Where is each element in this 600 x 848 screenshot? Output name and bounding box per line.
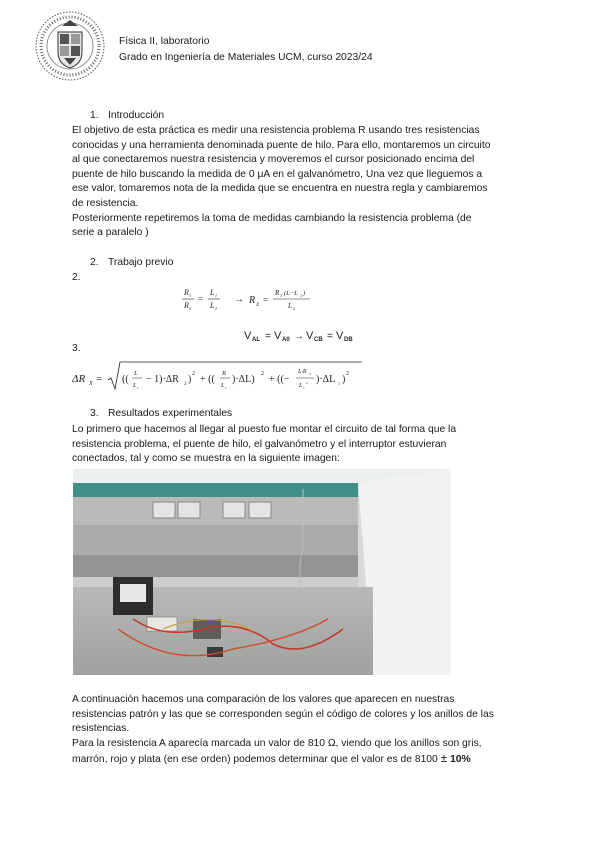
resistance-a-text: marrón, rojo y plata (en ese orden) podemos determinar que el valor es de 8100 [72, 754, 441, 766]
university-seal-logo [34, 10, 106, 82]
svg-text:V: V [244, 330, 252, 342]
header-degree-line: Grado en Ingeniería de Materiales UCM, curso 2023/24 [119, 52, 373, 63]
text-line: Lo primero que hacemos al llegar al puesto fue montar el circuito de tal forma que la [72, 424, 457, 435]
svg-text:R: R [184, 288, 189, 297]
svg-text:V: V [336, 330, 344, 342]
svg-text:L: L [134, 370, 138, 377]
svg-text:R: R [222, 370, 226, 377]
section-title: Resultados experimentales [108, 408, 233, 419]
svg-text:2: 2 [215, 306, 217, 311]
svg-text:): ) [303, 290, 306, 297]
svg-text:− 1)·ΔR: − 1)·ΔR [146, 374, 179, 385]
section-number: 1. [90, 110, 99, 121]
svg-text:1: 1 [137, 386, 139, 390]
svg-text:1: 1 [215, 293, 217, 298]
svg-text:L: L [133, 382, 137, 389]
svg-text:)·ΔL): )·ΔL) [232, 374, 255, 385]
item-3-label: 3. [72, 343, 81, 354]
resultados-paragraph [72, 423, 532, 467]
svg-text:2: 2 [293, 306, 295, 311]
svg-text:R: R [275, 289, 280, 297]
svg-text:→: → [294, 331, 304, 342]
svg-text:=: = [263, 295, 269, 305]
svg-text:L: L [210, 301, 215, 310]
svg-text:CB: CB [314, 337, 323, 343]
comparison-paragraph [72, 693, 532, 768]
svg-text:X: X [256, 303, 260, 308]
svg-text:((: (( [122, 374, 129, 385]
section-title: Trabajo previo [108, 257, 174, 268]
error-propagation-equation [72, 358, 372, 392]
section-trabajo-previo-heading [90, 257, 173, 268]
intro-paragraph [72, 124, 532, 241]
text-line: resistencias. [72, 723, 130, 735]
bridge-ratio-equation [180, 284, 330, 314]
svg-text:2: 2 [261, 371, 264, 377]
svg-text:A0: A0 [282, 337, 290, 343]
tolerance-value: 10% [447, 754, 471, 766]
voltage-relation-equation [244, 327, 364, 343]
svg-text:V: V [306, 330, 314, 342]
svg-text:)·ΔL: )·ΔL [316, 374, 336, 385]
svg-text:+ ((: + (( [200, 374, 215, 385]
section-introduccion-heading [90, 110, 164, 121]
svg-text:=: = [265, 331, 271, 342]
section-number: 3. [90, 408, 99, 419]
svg-text:+ ((−: + ((− [269, 374, 290, 385]
text-line: ese valor, tomaremos nota de la medida que se encuentra en nuestra regla y cambiaremos [72, 183, 488, 195]
svg-text:=: = [198, 294, 204, 304]
text-line: conectados, tal y como se muestra en la siguiente imagen: [72, 453, 340, 465]
svg-text:=: = [327, 331, 333, 342]
svg-text:X: X [89, 381, 93, 387]
svg-text:3: 3 [184, 382, 187, 387]
text-line: A continuación hacemos una comparación de los valores que aparecen en nuestras [72, 694, 455, 705]
svg-text:L: L [221, 382, 225, 389]
text-line: serie a paralelo ) [72, 227, 149, 239]
section-title: Introducción [108, 110, 165, 121]
svg-text:AL: AL [252, 337, 260, 343]
svg-text:R: R [184, 301, 189, 310]
text-line: conocidas y una herramienta denominada puente de hilo. Para ello, montaremos un circuito [72, 139, 491, 151]
svg-text:x: x [189, 306, 191, 311]
lab-setup-photo [73, 469, 451, 675]
svg-text:3: 3 [280, 293, 282, 298]
section-number: 2. [90, 257, 99, 268]
svg-text:L: L [210, 288, 215, 297]
svg-text:1: 1 [338, 381, 340, 386]
svg-text:L: L [299, 382, 303, 389]
text-line: al que conectaremos nuestra resistencia y moveremos el cursor posicionado encima del [72, 154, 475, 166]
svg-text:=: = [96, 373, 103, 385]
svg-text:3: 3 [309, 372, 311, 376]
svg-text:DB: DB [344, 337, 353, 343]
svg-text:1: 1 [300, 293, 302, 298]
svg-text:1: 1 [303, 386, 305, 390]
resistance-a-line [72, 751, 532, 768]
svg-text:2: 2 [306, 381, 308, 385]
text-line: El objetivo de esta práctica es medir una resistencia problema R usando tres resistencias [72, 125, 480, 136]
svg-text:2: 2 [192, 371, 195, 377]
svg-text:(L−L: (L−L [284, 290, 298, 297]
svg-text:V: V [274, 330, 282, 342]
svg-text:L: L [288, 302, 292, 310]
resistance-a-line: Para la resistencia A aparecía marcada un valor de 810 Ω, viendo que los anillos son gris, [72, 737, 482, 749]
text-line: puente de hilo buscando la medida de 0 μA en el galvanómetro, Una vez que lleguemos a [72, 168, 483, 180]
plus-minus-symbol: ± [440, 751, 448, 766]
text-line: Posteriormente repetiremos la toma de medidas cambiando la resistencia problema (de [72, 212, 472, 224]
text-line: resistencia problema, el puente de hilo, el galvanómetro y el interruptor estuvieran [72, 438, 447, 450]
item-2-label: 2. [72, 272, 81, 283]
svg-text:ΔR: ΔR [72, 373, 86, 385]
section-resultados-heading [90, 408, 232, 419]
svg-text:→: → [234, 294, 244, 305]
svg-text:): ) [342, 374, 346, 385]
svg-text:R: R [249, 295, 256, 306]
svg-text:L·R: L·R [298, 369, 307, 375]
svg-text:): ) [188, 374, 192, 385]
text-line: resistencias patrón y las que se corresponden según el código de colores y los anillos de las [72, 708, 494, 720]
svg-text:1: 1 [225, 386, 227, 390]
svg-text:3: 3 [189, 293, 191, 298]
header-course-line: Física II, laboratorio [119, 36, 210, 47]
svg-text:2: 2 [346, 371, 349, 377]
text-line: de resistencia. [72, 197, 139, 209]
